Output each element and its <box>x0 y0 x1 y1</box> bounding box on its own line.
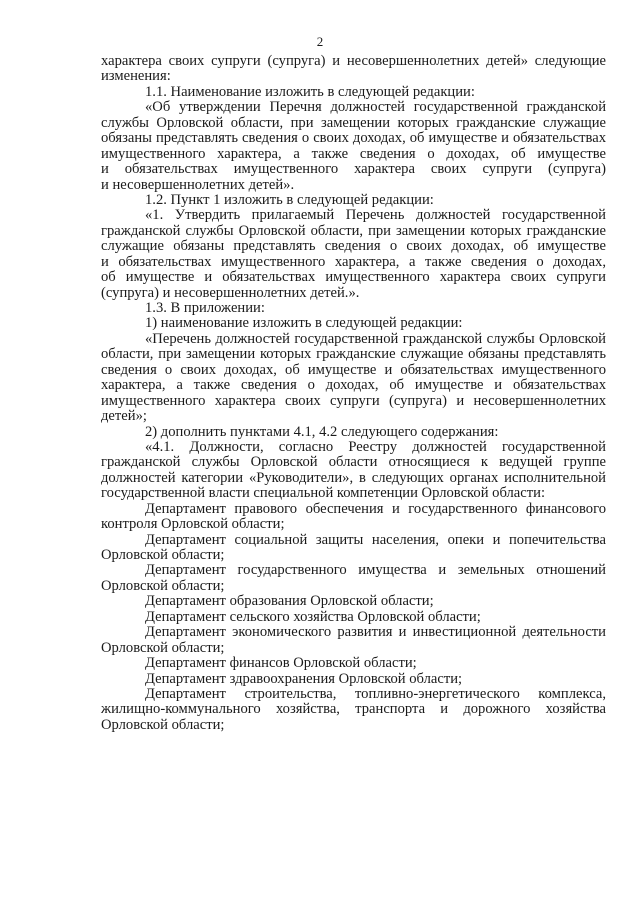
text-line: гражданской службы Орловской области относящиеся к ведущей группе <box>101 454 606 471</box>
text-line: изменения: <box>101 68 171 85</box>
text-line: (супруга) и несовершеннолетних детей.». <box>101 284 360 301</box>
text-line: имущественного характера своих супруги (супруга) и несовершеннолетних <box>101 392 606 409</box>
text-line: гражданской службы Орловской области, при замещении которых гражданские <box>101 222 606 239</box>
text-line: характера своих супруги (супруга) и несовершеннолетних детей» следующие <box>101 53 606 69</box>
text-line: «1. Утвердить прилагаемый Перечень должностей государственной <box>145 207 606 224</box>
text-line: обязаны представлять сведения о своих доходах, об имуществе и обязательствах <box>101 130 606 147</box>
text-line: об имуществе и обязательствах имущественного характера своих супруги <box>101 269 606 286</box>
text-line: Орловской области; <box>101 547 225 563</box>
text-line: Департамент экономического развития и инвестиционной деятельности <box>145 624 606 641</box>
text-line: Департамент государственного имущества и земельных отношений <box>145 562 606 579</box>
text-line: Департамент сельского хозяйства Орловской области; <box>145 608 481 625</box>
text-line: области, при замещении которых гражданские служащие обязаны представлять <box>101 346 606 363</box>
text-line: Департамент здравоохранения Орловской области; <box>145 670 463 687</box>
text-line: 1.3. В приложении: <box>145 300 265 316</box>
text-line: Орловской области; <box>101 639 225 656</box>
text-line: Орловской области; <box>101 577 225 594</box>
text-line: «Об утверждении Перечня должностей государственной гражданской <box>145 99 606 116</box>
text-line: Департамент финансов Орловской области; <box>145 655 417 672</box>
text-line: 2) дополнить пунктами 4.1, 4.2 следующего содержания: <box>145 423 499 440</box>
text-line: и обязательствах имущественного характера своих супруги (супруга) <box>101 161 606 178</box>
document-body <box>101 54 606 733</box>
text-line: сведения о своих доходах, об имуществе и обязательствах имущественного <box>101 361 606 378</box>
text-line: 1.2. Пункт 1 изложить в следующей редакции: <box>145 191 434 208</box>
text-line: и обязательствах имущественного характера, а также сведения о доходах, <box>101 253 606 270</box>
text-line: службы Орловской области, при замещении которых гражданские служащие <box>101 114 606 131</box>
text-line: контроля Орловской области; <box>101 516 285 533</box>
text-line: Департамент строительства, топливно-энергетического комплекса, <box>145 685 606 702</box>
text-line: имущественного характера, а также сведения о доходах, об имуществе <box>101 145 606 162</box>
text-line: Департамент социальной защиты населения, опеки и попечительства <box>145 531 606 548</box>
text-line: Департамент правового обеспечения и государственного финансового <box>145 500 606 517</box>
text-line: государственной власти специальной компетенции Орловской области: <box>101 485 546 502</box>
text-line: жилищно-коммунального хозяйства, транспорта и дорожного хозяйства <box>101 701 606 718</box>
text-line: Департамент образования Орловской области; <box>145 593 434 610</box>
text-line: «4.1. Должности, согласно Реестру должностей государственной <box>145 438 606 455</box>
text-line: должностей категории «Руководители», в следующих органах исполнительной <box>101 469 606 486</box>
text-line: 1.1. Наименование изложить в следующей редакции: <box>145 83 475 100</box>
page-number: 2 <box>316 34 324 49</box>
text-line: характера, а также сведения о доходах, об имуществе и обязательствах <box>101 377 606 394</box>
text-line: «Перечень должностей государственной гражданской службы Орловской <box>145 330 606 347</box>
text-line: Орловской области; <box>101 716 225 733</box>
text-line: служащие обязаны представлять сведения о своих доходах, об имуществе <box>101 238 606 255</box>
text-line: детей»; <box>101 408 147 425</box>
text-line: и несовершеннолетних детей». <box>101 176 295 193</box>
text-line: 1) наименование изложить в следующей редакции: <box>145 315 463 332</box>
